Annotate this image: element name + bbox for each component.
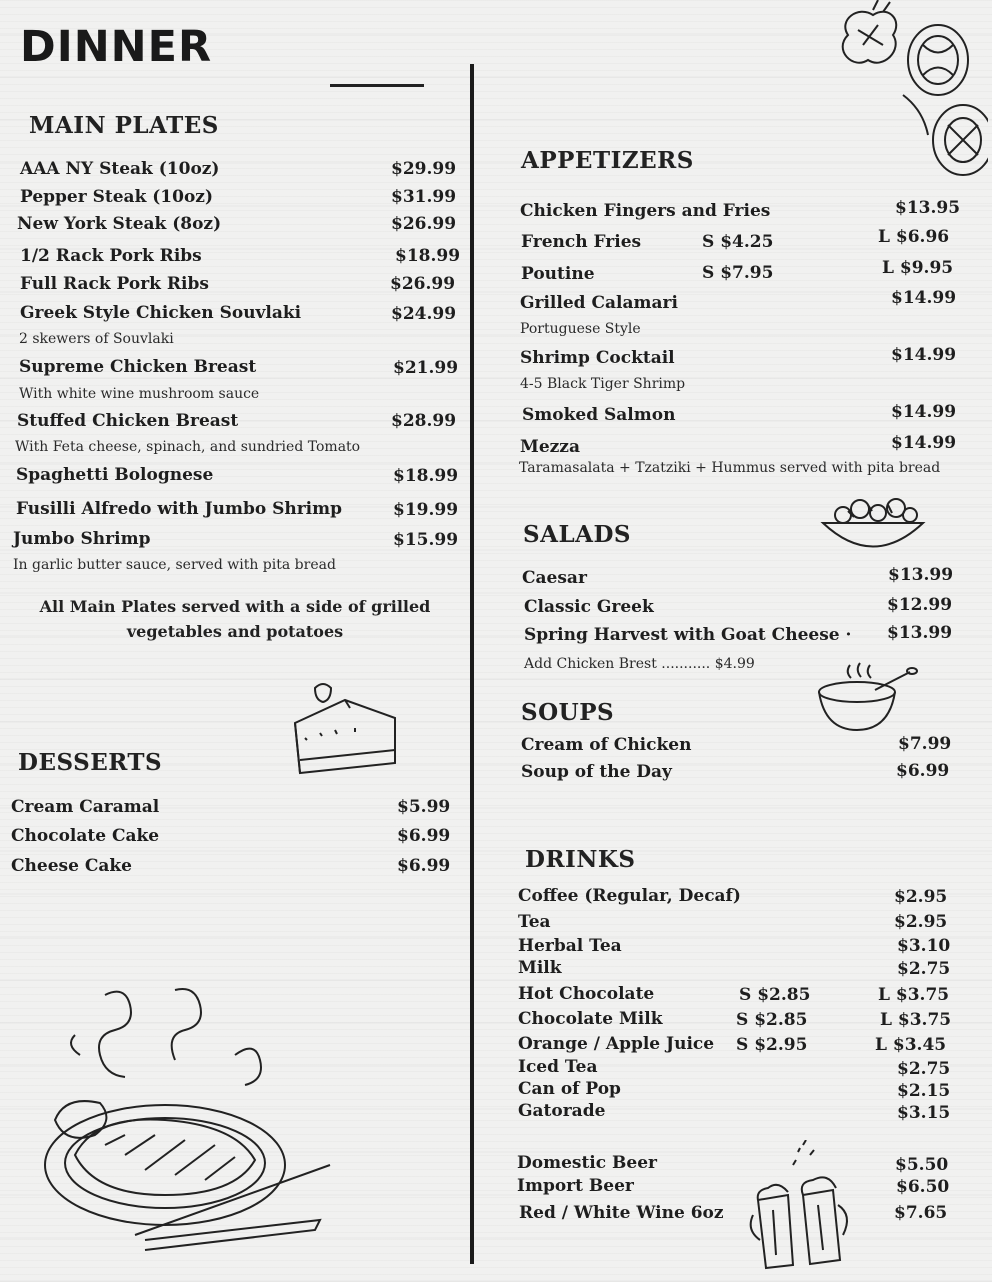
menu-item-name: Domestic Beer (517, 1153, 657, 1173)
menu-item-price: $31.99 (391, 187, 457, 207)
menu-item-name: Greek Style Chicken Souvlaki (20, 303, 302, 323)
menu-item-price: $21.99 (393, 358, 459, 378)
menu-item-description: Portuguese Style (520, 321, 641, 337)
menu-item-name: Caesar (522, 568, 587, 588)
menu-item-price: L $3.45 (875, 1035, 947, 1055)
menu-item-name: Cheese Cake (11, 856, 132, 876)
menu-item-name: Spaghetti Bolognese (16, 465, 214, 485)
menu-item-name: 1/2 Rack Pork Ribs (20, 246, 202, 266)
menu-item-price: L $3.75 (878, 985, 950, 1005)
menu-item-name: Import Beer (517, 1176, 634, 1196)
menu-item-price: $26.99 (391, 214, 457, 234)
menu-item-name: New York Steak (8oz) (17, 214, 222, 234)
appetizers-heading: APPETIZERS (521, 147, 694, 174)
menu-item-name: Mezza (520, 437, 580, 457)
drinks-heading: DRINKS (525, 846, 636, 873)
page-title: DINNER (20, 22, 213, 72)
title-underline (330, 84, 424, 87)
menu-item-name: Chocolate Cake (11, 826, 160, 846)
menu-item-description: 4-5 Black Tiger Shrimp (520, 376, 686, 392)
menu-item-name: Iced Tea (518, 1057, 598, 1077)
menu-item-price: $18.99 (393, 466, 459, 486)
menu-item-name: Red / White Wine 6oz (519, 1203, 724, 1223)
menu-item-price: $14.99 (891, 288, 957, 308)
menu-item-name: Pepper Steak (10oz) (20, 187, 214, 207)
menu-item-name: Milk (518, 958, 562, 978)
salads-heading: SALADS (523, 521, 632, 548)
menu-item-name: Grilled Calamari (520, 293, 678, 313)
menu-item-price: $15.99 (393, 530, 459, 550)
menu-item-name: Spring Harvest with Goat Cheese · (524, 625, 852, 645)
menu-item-name: Cream of Chicken (521, 735, 692, 755)
menu-item-name: Chocolate Milk (518, 1009, 663, 1029)
steak-plate-illustration (35, 985, 345, 1270)
cheesecake-illustration (285, 678, 405, 778)
menu-item-price: $7.65 (894, 1203, 948, 1223)
menu-item-name: Gatorade (518, 1101, 606, 1121)
menu-item-description: In garlic butter sauce, served with pita bread (13, 557, 336, 573)
menu-item-name: Shrimp Cocktail (520, 348, 675, 368)
menu-item-price: $5.99 (397, 797, 451, 817)
menu-item-description: With Feta cheese, spinach, and sundried Tomato (15, 439, 361, 455)
menu-item-name: Orange / Apple Juice (518, 1034, 715, 1054)
soups-heading: SOUPS (521, 699, 615, 726)
menu-item-name: Poutine (521, 264, 595, 284)
menu-item-price: $13.99 (887, 623, 953, 643)
menu-item-name: Soup of the Day (521, 762, 672, 782)
menu-item-price: $24.99 (391, 304, 457, 324)
column-divider (470, 64, 474, 1264)
menu-item-name: Supreme Chicken Breast (19, 357, 257, 377)
menu-item-small-price: S $2.85 (736, 1010, 808, 1030)
salad-bowl-illustration (818, 495, 928, 555)
menu-item-name: Herbal Tea (518, 936, 622, 956)
menu-item-price: $29.99 (391, 159, 457, 179)
menu-item-price: $13.95 (895, 198, 961, 218)
menu-item-price: $3.15 (897, 1103, 951, 1123)
menu-item-name: Full Rack Pork Ribs (20, 274, 209, 294)
menu-item-price: $5.50 (895, 1155, 949, 1175)
menu-item-price: $2.75 (897, 959, 951, 979)
menu-item-price: $12.99 (887, 595, 953, 615)
menu-item-name: Hot Chocolate (518, 984, 655, 1004)
menu-item-description: Taramasalata + Tzatziki + Hummus served with pita bread (519, 460, 941, 476)
menu-item-price: $2.95 (894, 912, 948, 932)
menu-item-name: Classic Greek (524, 597, 654, 617)
menu-item-price: $19.99 (393, 500, 459, 520)
menu-item-price: $2.95 (894, 887, 948, 907)
menu-item-price: $3.10 (897, 936, 951, 956)
desserts-heading: DESSERTS (18, 749, 163, 776)
menu-item-price: $2.15 (897, 1081, 951, 1101)
seafood-illustration (828, 0, 988, 185)
menu-item-name: Can of Pop (518, 1079, 621, 1099)
menu-item-name: Jumbo Shrimp (13, 529, 151, 549)
menu-item-small-price: S $7.95 (702, 263, 774, 283)
menu-item-name: Smoked Salmon (522, 405, 676, 425)
menu-item-price: $18.99 (395, 246, 461, 266)
menu-item-price: L $9.95 (882, 258, 954, 278)
menu-item-name: Cream Caramal (11, 797, 160, 817)
menu-item-description: 2 skewers of Souvlaki (19, 331, 174, 347)
menu-item-price: L $6.96 (878, 227, 950, 247)
menu-item-price: $7.99 (898, 734, 952, 754)
menu-item-small-price: S $2.95 (736, 1035, 808, 1055)
menu-item-name: Stuffed Chicken Breast (17, 411, 239, 431)
main-plates-note-line1: All Main Plates served with a side of grilled (39, 597, 431, 616)
menu-item-description: With white wine mushroom sauce (19, 386, 260, 402)
main-plates-note-line2: vegetables and potatoes (126, 622, 344, 641)
menu-item-name: Tea (518, 912, 551, 932)
menu-item-price: $6.99 (896, 761, 950, 781)
main-plates-heading: MAIN PLATES (29, 112, 219, 139)
menu-item-price: $14.99 (891, 402, 957, 422)
menu-item-price: $6.99 (397, 856, 451, 876)
menu-item-price: $2.75 (897, 1059, 951, 1079)
menu-item-name: Chicken Fingers and Fries (520, 201, 771, 221)
menu-item-price: $13.99 (888, 565, 954, 585)
menu-item-name: AAA NY Steak (10oz) (20, 159, 220, 179)
salad-addon: Add Chicken Brest ........... $4.99 (524, 656, 755, 672)
menu-item-price: $6.99 (397, 826, 451, 846)
menu-item-price: $6.50 (896, 1177, 950, 1197)
menu-item-name: Fusilli Alfredo with Jumbo Shrimp (16, 499, 343, 519)
beer-mugs-illustration (748, 1140, 858, 1270)
menu-item-price: $14.99 (891, 345, 957, 365)
menu-item-small-price: S $2.85 (739, 985, 811, 1005)
soup-bowl-illustration (815, 660, 920, 738)
menu-item-price: $28.99 (391, 411, 457, 431)
menu-item-price: $26.99 (390, 274, 456, 294)
menu-item-price: $14.99 (891, 433, 957, 453)
menu-item-price: L $3.75 (880, 1010, 952, 1030)
menu-item-name: French Fries (521, 232, 642, 252)
menu-item-small-price: S $4.25 (702, 232, 774, 252)
menu-item-name: Coffee (Regular, Decaf) (518, 886, 741, 906)
